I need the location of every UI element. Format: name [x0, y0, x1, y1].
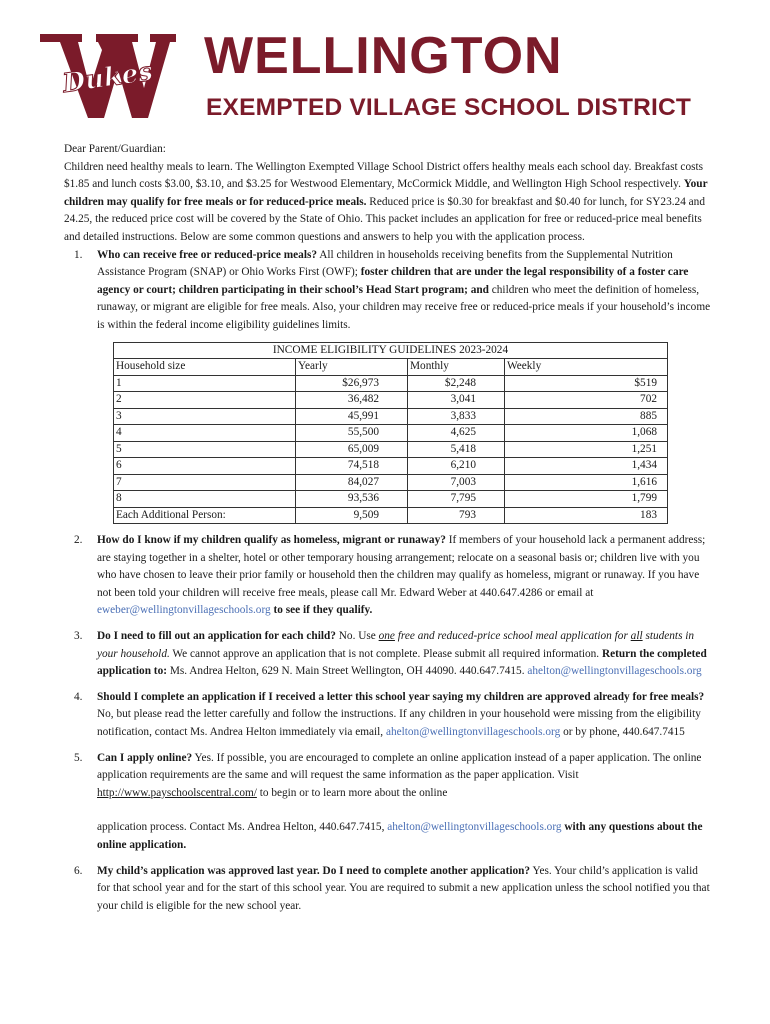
table-header: Weekly — [505, 359, 668, 376]
district-name: WELLINGTON — [204, 27, 563, 85]
faq-question: Can I apply online? — [97, 751, 193, 764]
faq-item-3 — [64, 628, 712, 681]
table-header: Household size — [114, 359, 296, 376]
table-caption: INCOME ELIGIBILITY GUIDELINES 2023-2024 — [114, 342, 668, 359]
table-cell: 1 — [114, 375, 296, 392]
table-row — [114, 507, 668, 524]
table-cell: 8 — [114, 491, 296, 508]
faq-item-2 — [64, 532, 712, 620]
table-row — [114, 441, 668, 458]
faq-answer: No, but please read the letter carefully and follow the instructions. If any children in your household were missing from the eligibility notification, contact Ms. Andrea Helton immediately via email, — [97, 708, 701, 738]
table-cell: 4 — [114, 425, 296, 442]
intro-text: Children need healthy meals to learn. The Wellington Exempted Village School District offers healthy meals each school day. Breakfast costs $1.85 and lunch costs $3.00, $3.10, and $3.25 for Westwood Elementary, McCormick Middle, and Wellington High School respectively. — [64, 160, 704, 191]
faq-question: My child’s application was approved last year. Do I need to complete another application? — [97, 864, 531, 877]
table-cell: 1,068 — [505, 425, 668, 442]
intro-rest: Reduced price is $0.30 for breakfast and $0.40 for lunch, for SY23.24 and 24.25, the reduced price cost will be covered by the State of Ohio. This packet includes an application for free or reduced-price meal benefits and detailed instructions. Below are some common questions and answers to help you with the application process. — [64, 195, 705, 243]
table-row — [114, 491, 668, 508]
table-cell: 74,518 — [296, 458, 408, 475]
table-cell: 793 — [408, 507, 505, 524]
table-cell: 702 — [505, 392, 668, 409]
table-header-row — [114, 359, 668, 376]
salutation: Dear Parent/Guardian: — [64, 143, 166, 155]
table-cell: 84,027 — [296, 474, 408, 491]
return-label: Return the completed application to: — [97, 647, 707, 678]
faq-answer-mid: free and reduced-price school meal application for — [397, 630, 628, 642]
faq-question: Should I complete an application if I received a letter this school year saying my children are approved already for free meals? — [97, 690, 705, 703]
faq-answer-2: to begin or to learn more about the online — [259, 786, 448, 799]
table-cell: Each Additional Person: — [114, 507, 296, 524]
email-link-helton[interactable]: ahelton@wellingtonvillageschools.org — [527, 665, 702, 678]
table-row — [114, 408, 668, 425]
faq-answer: Yes. If possible, you are encouraged to complete an online application instead of a paper application. The online application requirements are the same and will request the same information as the paper application. Visit — [97, 751, 702, 782]
faq-answer-tail: with any questions about the online application. — [97, 821, 703, 851]
dukes-w-logo — [38, 30, 178, 122]
faq-answer: All children in households receiving benefits from the Supplemental Nutrition Assistance Program (SNAP) or Ohio Works First (OWF); — [97, 248, 673, 279]
faq-item-6 — [64, 863, 712, 916]
table-cell: 65,009 — [296, 441, 408, 458]
payschoolscentral-link[interactable]: http://www.payschoolscentral.com/ — [97, 786, 257, 799]
faq-answer-rest: children who meet the definition of homeless, runaway, or migrant are eligible for free meals. Also, your children may receive free or reduced-price meals if your household’s income is within the federal income eligibility guidelines limits. — [97, 283, 711, 331]
emphasis-all: all — [630, 630, 643, 642]
district-subtitle: EXEMPTED VILLAGE SCHOOL DISTRICT — [206, 94, 692, 121]
faq-number: 4. — [74, 690, 83, 703]
table-cell: 6,210 — [408, 458, 505, 475]
dukes-script-text: Dukes — [60, 56, 155, 100]
letter-body — [64, 141, 712, 915]
table-row — [114, 392, 668, 409]
table-cell: 1,616 — [505, 474, 668, 491]
intro-bold: Your children may qualify for free meals or for reduced-price meals. — [64, 178, 708, 208]
table-row — [114, 375, 668, 392]
table-cell: 9,509 — [296, 507, 408, 524]
table-cell: 3,833 — [408, 408, 505, 425]
table-row — [114, 474, 668, 491]
table-row — [114, 458, 668, 475]
faq-item-1 — [64, 247, 712, 335]
faq-number: 3. — [74, 630, 83, 642]
table-cell: 2 — [114, 392, 296, 409]
return-address: Ms. Andrea Helton, 629 N. Main Street Wellington, OH 44090. 440.647.7415. — [169, 665, 525, 678]
faq-item-4 — [64, 689, 712, 742]
table-cell: 1,799 — [505, 491, 668, 508]
faq-answer-bold: foster children that are under the legal responsibility of a foster care agency or court; children participating in their school’s Head Start program; and — [97, 266, 689, 296]
faq-answer-pre: No. Use — [338, 630, 376, 642]
intro-paragraph — [64, 159, 712, 247]
table-cell: 3 — [114, 408, 296, 425]
table-cell: 45,991 — [296, 408, 408, 425]
faq-list-continued — [64, 532, 712, 915]
table-cell: 5,418 — [408, 441, 505, 458]
income-guidelines-table — [113, 342, 668, 525]
table-cell: 885 — [505, 408, 668, 425]
letterhead — [0, 0, 770, 130]
faq-number: 6. — [74, 864, 83, 877]
faq-answer: If members of your household lack a permanent address; are staying together in a shelter, hotel or other temporary housing arrangement; relocate on a seasonal basis or; children live with you who have chosen to leave their prior family or household then the children may qualify as homeless, migrant or runaway. If you have not been told your children will receive free meals, please call Mr. Edward Weber at 440.647.4286 or email at — [97, 534, 706, 599]
faq-item-5 — [64, 750, 712, 855]
table-cell: 5 — [114, 441, 296, 458]
table-cell: 4,625 — [408, 425, 505, 442]
faq-answer-tail: or by phone, 440.647.7415 — [563, 725, 685, 738]
table-cell: $2,248 — [408, 375, 505, 392]
table-cell: 93,536 — [296, 491, 408, 508]
table-header: Monthly — [408, 359, 505, 376]
table-cell: 1,434 — [505, 458, 668, 475]
email-link-weber[interactable]: eweber@wellingtonvillageschools.org — [97, 604, 271, 617]
table-cell: 7,795 — [408, 491, 505, 508]
table-cell: 3,041 — [408, 392, 505, 409]
table-cell: $519 — [505, 375, 668, 392]
faq-number: 5. — [74, 751, 83, 764]
faq-question: Who can receive free or reduced-price meals? — [97, 248, 318, 261]
faq-number: 2. — [74, 534, 83, 547]
emphasis-one: one — [378, 630, 395, 642]
faq-question: Do I need to fill out an application for each child? — [97, 630, 336, 642]
faq-list — [64, 247, 712, 335]
faq-answer-3: application process. Contact Ms. Andrea Helton, 440.647.7415, — [97, 821, 385, 834]
faq-number: 1. — [74, 248, 83, 261]
table-row — [114, 425, 668, 442]
faq-question: How do I know if my children qualify as homeless, migrant or runaway? — [97, 534, 446, 547]
table-cell: $26,973 — [296, 375, 408, 392]
table-cell: 183 — [505, 507, 668, 524]
faq-answer-students: students in your household. — [97, 630, 695, 660]
table-cell: 7,003 — [408, 474, 505, 491]
table-cell: 55,500 — [296, 425, 408, 442]
email-link-helton[interactable]: ahelton@wellingtonvillageschools.org — [385, 725, 561, 738]
table-cell: 1,251 — [505, 441, 668, 458]
faq-answer-tail: to see if they qualify. — [273, 604, 373, 617]
faq-answer-rest: We cannot approve an application that is not complete. Please submit all required information. — [172, 647, 600, 660]
table-header: Yearly — [296, 359, 408, 376]
faq-answer: Yes. Your child’s application is valid for that school year and for the start of this school year. You are required to submit a new application unless the school notified you that your child is eligible for the new school year. — [97, 864, 710, 912]
table-cell: 36,482 — [296, 392, 408, 409]
email-link-helton[interactable]: ahelton@wellingtonvillageschools.org — [387, 821, 562, 834]
table-cell: 6 — [114, 458, 296, 475]
table-cell: 7 — [114, 474, 296, 491]
